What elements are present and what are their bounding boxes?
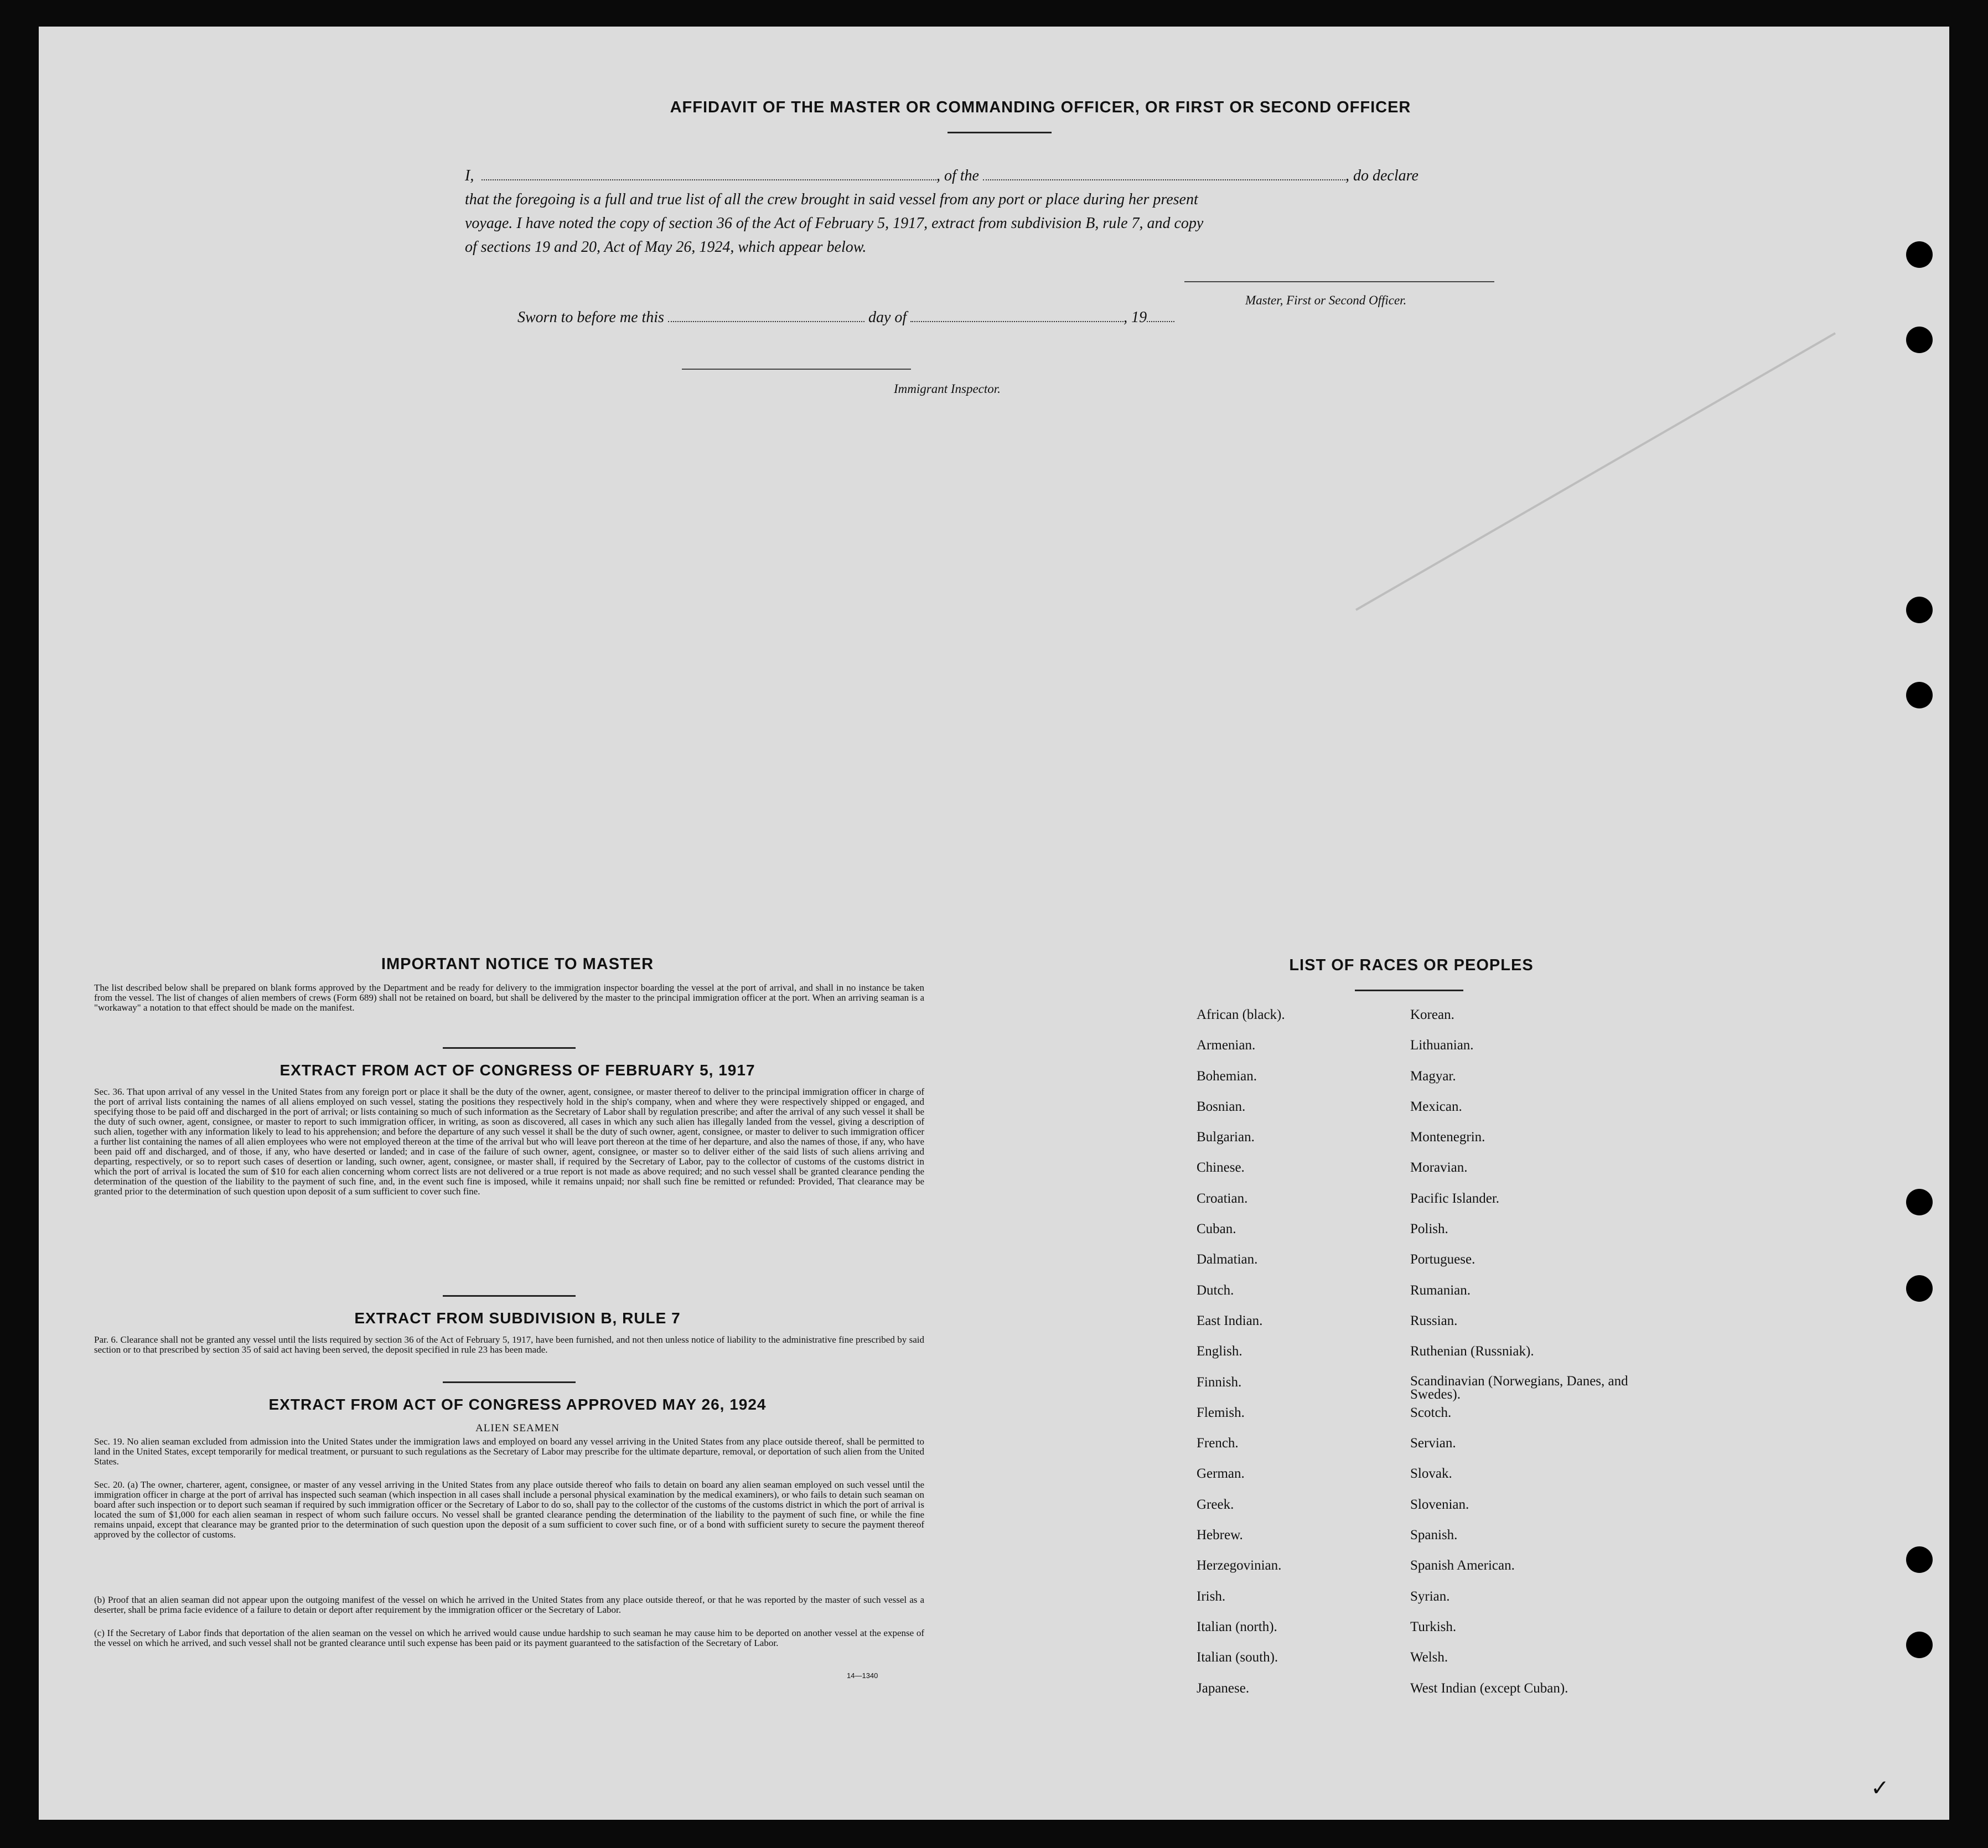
race-item: English. <box>1197 1344 1242 1359</box>
binder-hole-icon <box>1906 241 1933 268</box>
race-item: Moravian. <box>1410 1160 1468 1176</box>
of-the-label: , of the <box>936 167 979 184</box>
race-item: Dutch. <box>1197 1282 1234 1298</box>
race-item: Mexican. <box>1410 1099 1462 1114</box>
race-item: Rumanian. <box>1410 1282 1471 1298</box>
notice-title: IMPORTANT NOTICE TO MASTER <box>381 955 654 973</box>
declarant-prefix: I, <box>465 167 474 184</box>
race-item: Irish. <box>1197 1588 1226 1604</box>
affidavit-line-4: of sections 19 and 20, Act of May 26, 1924, which appear below. <box>465 239 867 256</box>
race-item: Pacific Islander. <box>1410 1190 1500 1206</box>
race-item: Welsh. <box>1410 1650 1448 1665</box>
extract-1917-divider <box>443 1295 576 1297</box>
race-item: Servian. <box>1410 1436 1456 1451</box>
rule7-title: EXTRACT FROM SUBDIVISION B, RULE 7 <box>354 1309 681 1327</box>
do-declare-label: , do declare <box>1345 167 1418 184</box>
extract-1924-title: EXTRACT FROM ACT OF CONGRESS APPROVED MAY 26, 1924 <box>268 1396 767 1413</box>
race-item: Slovenian. <box>1410 1497 1469 1512</box>
race-item: Cuban. <box>1197 1221 1236 1237</box>
inspector-signature-field[interactable] <box>682 369 911 370</box>
extract-1924-sec20b: (b) Proof that an alien seaman did not appear upon the outgoing manifest of the vessel on which he arrived in the United States from any place outside thereof, or that he was reported by the master of such vessel as a deserter, shall be prima facie evidence of a failure to detain or deport after requirement by the immigration officer or the Secretary of Labor. <box>94 1595 924 1615</box>
binder-hole-icon <box>1906 682 1933 708</box>
race-item: Dalmatian. <box>1197 1252 1258 1267</box>
pencil-mark-icon: ✓ <box>1871 1775 1889 1801</box>
vessel-name-field[interactable] <box>983 179 1345 180</box>
extract-1924-sec19: Sec. 19. No alien seaman excluded from admission into the United States under the immigration laws and employed on board any vessel arriving in the United States from any place outside thereof, shall be permitted to land in the United States, except temporarily for medical treatment, or pursuant to such regulations as the Secretary of Labor may prescribe for the ultimate departure, removal, or deportation of such alien from the United States. <box>94 1436 924 1467</box>
race-item: Bohemian. <box>1197 1068 1257 1084</box>
declarant-name-field[interactable] <box>482 179 936 180</box>
race-item: German. <box>1197 1466 1245 1482</box>
form-number: 14—1340 <box>847 1671 878 1680</box>
race-item: Chinese. <box>1197 1160 1245 1176</box>
affidavit-body <box>465 164 1536 259</box>
extract-1924-sec20c: (c) If the Secretary of Labor finds that deportation of the alien seaman on the vessel on which he arrived would cause undue hardship to such seaman he may cause him to be deported on another vessel at the expense of the vessel on which he arrived, and such vessel shall not be granted clearance until such expense has been paid or its payment guaranteed to the satisfaction of the Secretary of Labor. <box>94 1628 924 1648</box>
race-item: Spanish American. <box>1410 1558 1515 1573</box>
races-left-column <box>1197 1007 1407 1711</box>
race-item: Croatian. <box>1197 1190 1248 1206</box>
race-item: Bulgarian. <box>1197 1130 1255 1145</box>
sworn-year-field[interactable] <box>1147 321 1174 322</box>
notice-body: The list described below shall be prepared on blank forms approved by the Department and be ready for delivery to the immigration inspector boarding the vessel at the port of arrival, and shall in no instance be taken from the vessel. The list of changes of alien members of crews (Form 689) shall not be retained on board, but shall be delivered by the master to the principal immigration officer at the port. When an arriving seaman is a "workaway" a notation to that effect should be made on the manifest. <box>94 982 924 1013</box>
races-divider <box>1355 990 1463 991</box>
race-item: West Indian (except Cuban). <box>1410 1680 1568 1696</box>
race-item: Scotch. <box>1410 1405 1452 1420</box>
race-item: Flemish. <box>1197 1405 1245 1420</box>
master-signature-field[interactable] <box>1184 281 1494 282</box>
extract-1924-sec20a: Sec. 20. (a) The owner, charterer, agent, consignee, or master of any vessel arriving in the United States from any place outside thereof who fails to detain on board any alien seaman employed on such vessel until the immigration officer in charge at the port of arrival has inspected such seaman (which inspection in all cases shall include a personal physical examination by the medical examiners), or who fails to detain such seaman on board after such inspection or to deport such seaman if required by such immigration officer or the Secretary of Labor to do so, shall pay to the collector of the customs of the customs district in which the port of arrival is located the sum of $1,000 for each alien seaman in respect of whom such failure occurs. No vessel shall be granted clearance pending the determination of the liability to the payment of such fine, or while the fine remains unpaid, except that clearance may be granted prior to the determination of such question upon the deposit of a sum sufficient to cover such fine, or of a bond with sufficient surety to secure the payment thereof approved by the collector of customs. <box>94 1479 924 1540</box>
races-title: LIST OF RACES OR PEOPLES <box>1289 956 1534 974</box>
affidavit-line-2: that the foregoing is a full and true list of all the crew brought in said vessel from any port or place during her present <box>465 191 1198 208</box>
race-item: Syrian. <box>1410 1588 1450 1604</box>
race-item: Polish. <box>1410 1221 1448 1237</box>
race-item: Bosnian. <box>1197 1099 1246 1114</box>
race-item: Magyar. <box>1410 1068 1456 1084</box>
affidavit-line-1 <box>465 164 1536 188</box>
year-prefix-label: , 19 <box>1124 309 1147 326</box>
race-item: Lithuanian. <box>1410 1038 1474 1053</box>
rule7-body: Par. 6. Clearance shall not be granted any vessel until the lists required by section 36 of the Act of February 5, 1917, have been furnished, and not then unless notice of liability to the administrative fine prescribed by said section or to that prescribed by section 35 of said act having been served, the deposit specified in rule 23 has been made. <box>94 1334 924 1355</box>
race-item: Russian. <box>1410 1313 1458 1328</box>
race-item: Italian (north). <box>1197 1619 1277 1634</box>
affidavit-line-3: voyage. I have noted the copy of section 36 of the Act of February 5, 1917, extract from subdivision B, rule 7, and copy <box>465 215 1204 232</box>
race-item: Turkish. <box>1410 1619 1457 1634</box>
race-item: Japanese. <box>1197 1680 1250 1696</box>
binder-hole-icon <box>1906 1189 1933 1215</box>
day-of-label: day of <box>868 309 907 326</box>
race-item: Italian (south). <box>1197 1650 1278 1665</box>
binder-hole-icon <box>1906 597 1933 623</box>
race-item: Greek. <box>1197 1497 1234 1512</box>
extract-1924-subtitle: ALIEN SEAMEN <box>475 1422 560 1434</box>
binder-hole-icon <box>1906 1546 1933 1573</box>
race-item: Spanish. <box>1410 1528 1458 1543</box>
race-item: Montenegrin. <box>1410 1130 1485 1145</box>
race-item: Scandinavian (Norwegians, Danes, and Swedes). <box>1410 1373 1628 1402</box>
race-item: African (black). <box>1197 1007 1285 1022</box>
binder-hole-icon <box>1906 327 1933 353</box>
binder-hole-icon <box>1906 1275 1933 1302</box>
race-item: Portuguese. <box>1410 1252 1476 1267</box>
notice-divider <box>443 1047 576 1049</box>
title-divider <box>948 132 1052 133</box>
sworn-month-field[interactable] <box>910 321 1124 322</box>
race-item: Herzegovinian. <box>1197 1558 1282 1573</box>
master-signature-label: Master, First or Second Officer. <box>1245 293 1407 307</box>
race-item: French. <box>1197 1436 1239 1451</box>
race-item: Ruthenian (Russniak). <box>1410 1344 1534 1359</box>
sworn-day-field[interactable] <box>668 321 864 322</box>
extract-1917-body: Sec. 36. That upon arrival of any vessel in the United States from any foreign port or place it shall be the duty of the owner, agent, consignee, or master thereof to deliver to the principal immigration officer in charge of the port of arrival lists containing the names of all aliens employed on such vessel, stating the positions they respectively hold in the ship's company, when and where they were respectively shipped or engaged, and specifying those to be paid off and discharged in the port of arrival; or lists containing so much of such information as the Secretary of Labor shall by regulation prescribe; and after the arrival of any such vessel it shall be the duty of such owner, agent, consignee, or master to report to such immigration officer, in writing, as soon as discovered, all cases in which any such alien has illegally landed from the vessel, giving a description of such alien, together with any information likely to lead to his apprehension; and before the departure of any such vessel it shall be the duty of such owner, agent, consignee, or master to deliver to such immigration officer a further list containing the names of all alien employees who were not employed thereon at the time of the arrival but who will leave port thereon at the time of her departure, and also the names of those, if any, who have been paid off and discharged, and of those, if any, who have deserted or landed; and in case of the failure of such owner, agent, consignee, or master so to deliver either of the said lists of such aliens arriving and departing, respectively, or so to report such cases of desertion or landing, such owner, agent, consignee, or master shall, if required by the Secretary of Labor, pay to the collector of customs of the customs district in which the port of arrival is located the sum of $10 for each alien concerning whom correct lists are not delivered or a true report is not made as above required; and no such vessel shall be granted clearance pending the determination of the question of the liability to the payment of such fine, and, in the event such fine is imposed, while it remains unpaid; nor shall such fine be remitted or refunded: Provided, That clearance may be granted prior to the determination of such question upon deposit of a sum sufficient to cover such fine. <box>94 1086 924 1197</box>
race-item: Finnish. <box>1197 1374 1242 1390</box>
rule7-divider <box>443 1381 576 1383</box>
race-item: Slovak. <box>1410 1466 1452 1482</box>
inspector-signature-label: Immigrant Inspector. <box>894 382 1001 396</box>
affidavit-title: AFFIDAVIT OF THE MASTER OR COMMANDING OFFICER, OR FIRST OR SECOND OFFICER <box>670 99 1411 116</box>
race-item: Armenian. <box>1197 1038 1256 1053</box>
sworn-line <box>517 309 1174 327</box>
race-item: Korean. <box>1410 1007 1454 1022</box>
race-item: East Indian. <box>1197 1313 1263 1328</box>
races-right-column <box>1410 1007 1654 1711</box>
race-item: Hebrew. <box>1197 1528 1243 1543</box>
document-page <box>39 27 1949 1820</box>
extract-1917-title: EXTRACT FROM ACT OF CONGRESS OF FEBRUARY 5, 1917 <box>279 1062 755 1079</box>
sworn-label: Sworn to before me this <box>517 309 664 326</box>
binder-hole-icon <box>1906 1632 1933 1658</box>
